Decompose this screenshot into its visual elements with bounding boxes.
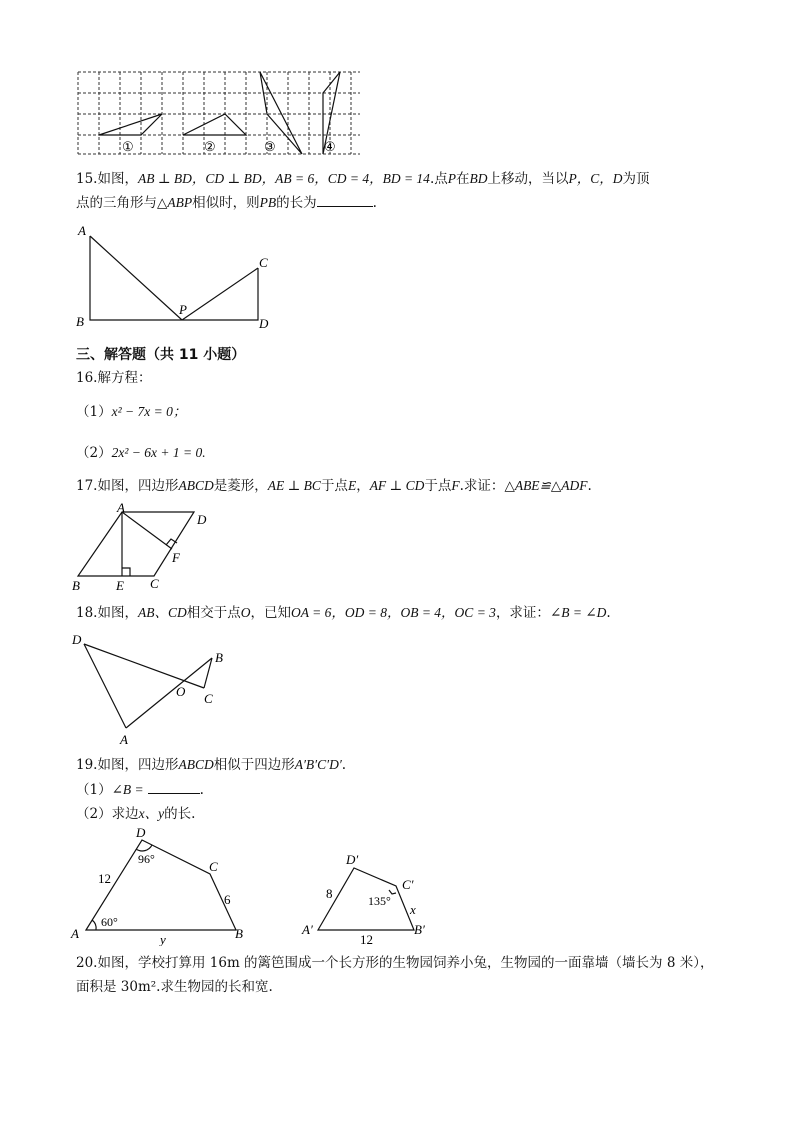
side-bc: x (410, 902, 416, 917)
q17-figure (70, 502, 220, 594)
label-A: A (120, 732, 128, 747)
label-A-prime: A′ (302, 922, 313, 937)
q16-item2: （2）2x² − 6x + 1 = 0. (76, 445, 206, 461)
label-C: C (204, 691, 213, 706)
q19-item1: （1）∠B = . (76, 782, 204, 798)
side-ab: 12 (360, 932, 373, 946)
side-bc: 6 (224, 892, 231, 907)
q19-figure-2 (300, 848, 440, 946)
q20-line2: 面积是 30m².求生物园的长和宽. (76, 979, 273, 995)
label-B: B (76, 314, 84, 329)
q15-line2: 点的三角形与△ABP相似时，则PB的长为 . (76, 195, 377, 211)
q16-title: 16.解方程： (76, 370, 152, 386)
angle-a: 60° (101, 915, 118, 929)
label-P: P (179, 302, 187, 317)
label-O: O (176, 684, 186, 699)
label-4: ④ (324, 139, 336, 154)
label-C: C (259, 255, 268, 270)
label-D: D (197, 512, 207, 527)
q15-line1: 15.如图，AB ⊥ BD，CD ⊥ BD，AB = 6，CD = 4，BD = 14.点P在BD上移动，当以P，C，D为顶 (76, 171, 650, 187)
q18-figure (68, 630, 238, 748)
q17-text: 17.如图，四边形ABCD是菱形，AE ⊥ BC于点E，AF ⊥ CD于点F.求证：△ABE≌△ADF. (76, 478, 592, 494)
label-A: A (71, 926, 79, 941)
angle-d: 96° (138, 852, 155, 866)
label-C: C (150, 576, 159, 591)
label-3: ③ (264, 139, 276, 154)
label-C: C (209, 859, 218, 874)
angle-c: 135° (368, 894, 391, 908)
label-C-prime: C′ (402, 877, 414, 892)
section-title: 三、解答题（共 11 小题） (76, 347, 246, 363)
q15-conditions: AB ⊥ BD，CD ⊥ BD，AB = 6，CD = 4，BD = 14 (137, 171, 430, 186)
q19-figure-1 (66, 822, 256, 946)
label-B-prime: B′ (414, 922, 425, 937)
label-B: B (215, 650, 223, 665)
label-D: D (259, 316, 269, 331)
q16-item1: （1）x² − 7x = 0； (76, 404, 187, 420)
answer-blank[interactable] (317, 194, 373, 207)
label-D: D (136, 825, 146, 840)
q19-item2: （2）求边x、y的长. (76, 806, 196, 822)
label-A: A (117, 502, 125, 515)
label-A: A (78, 223, 86, 238)
q15-figure (72, 222, 282, 334)
triangle-1 (99, 114, 162, 135)
triangle-2 (183, 114, 246, 135)
label-B: B (235, 926, 243, 941)
label-B: B (72, 578, 80, 593)
label-F: F (172, 550, 180, 565)
label-D-prime: D′ (346, 852, 359, 867)
label-2: ② (204, 139, 216, 154)
side-ab: y (160, 932, 166, 946)
side-ad: 12 (98, 871, 111, 886)
q18-text: 18.如图，AB、CD相交于点O，已知OA = 6，OD = 8，OB = 4，OC = 3，求证：∠B = ∠D. (76, 605, 611, 621)
label-E: E (116, 578, 124, 593)
answer-blank[interactable] (148, 781, 200, 794)
grid-figure (70, 66, 370, 158)
q19-text: 19.如图，四边形ABCD相似于四边形A′B′C′D′. (76, 757, 347, 773)
label-D: D (72, 632, 82, 647)
side-ad: 8 (326, 886, 333, 901)
label-1: ① (122, 139, 134, 154)
q20-line1: 20.如图，学校打算用 16m 的篱笆围成一个长方形的生物园饲养小兔，生物园的一面靠墙（墙长为 8 米）， (76, 955, 714, 971)
